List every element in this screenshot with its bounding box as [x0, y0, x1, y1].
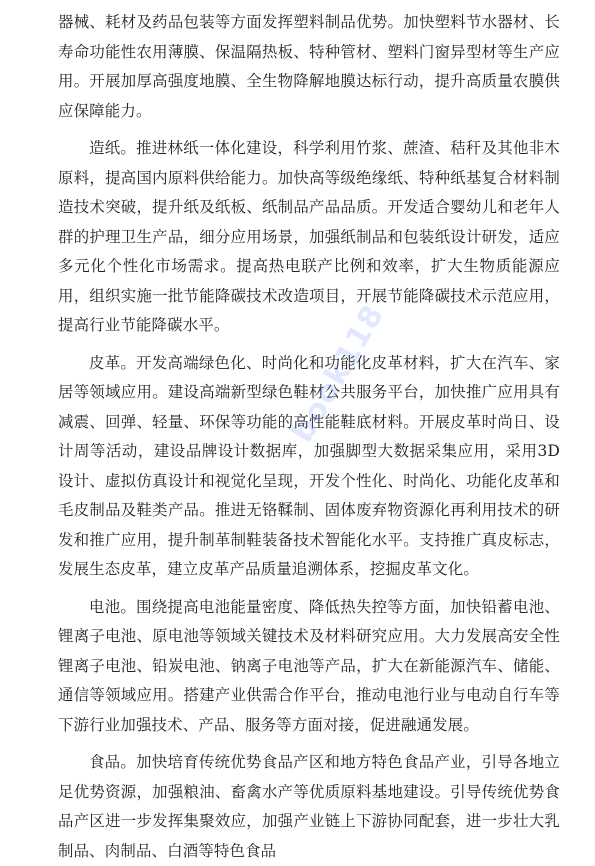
paragraph-papermaking: 造纸。推进林纸一体化建设，科学利用竹浆、蔗渣、秸秆及其他非木原料，提高国内原料供给能力。加快高等级绝缘纸、特种纸基复合材料制造技术突破，提升纸及纸板、纸制品产品品质。开发适合婴幼儿和老年人群的护理卫生产品，细分应用场景，加强纸制品和包装纸设计研发，适应多元化个性化市场需求。提高热电联产比例和效率，扩大生物质能源应用，组织实施一批节能降碳技术改造项目，开展节能降碳技术示范应用，提高行业节能降碳水平。	[58, 139, 560, 334]
watermark: book118	[284, 298, 392, 449]
paragraph-food: 食品。加快培育传统优势食品产区和地方特色食品产业，引导各地立足优势资源，加强粮油、畜禽水产等优质原料基地建设。引导传统优势食品产区进一步发挥集聚效应，加强产业链上下游协同配套，进一步壮大乳制品、肉制品、白酒等特色食品	[58, 753, 560, 860]
paragraph-leather: 皮革。开发高端绿色化、时尚化和功能化皮革材料，扩大在汽车、家居等领域应用。建设高端新型绿色鞋材公共服务平台，加快推广应用具有减震、回弹、轻量、环保等功能的高性能鞋底材料。开展皮革时尚日、设计周等活动，建设品牌设计数据库，加强脚型大数据采集应用，采用3D设计、虚拟仿真设计和视觉化呈现，开发个性化、时尚化、功能化皮革和毛皮制品及鞋类产品。推进无铬鞣制、固体废弃物资源化再利用技术的研发和推广应用，提升制革制鞋装备技术智能化水平。支持推广真皮标志，发展生态皮革，建立皮革产品质量追溯体系，挖掘皮革文化。	[58, 353, 560, 578]
document-body	[58, 8, 560, 866]
paragraph-plastics: 器械、耗材及药品包装等方面发挥塑料制品优势。加快塑料节水器材、长寿命功能性农用薄膜、保温隔热板、特种管材、塑料门窗异型材等生产应用。开展加厚高强度地膜、全生物降解地膜达标行动，提升高质量农膜供应保障能力。	[58, 13, 560, 120]
paragraph-battery: 电池。围绕提高电池能量密度、降低热失控等方面，加快铅蓄电池、锂离子电池、原电池等领域关键技术及材料研究应用。大力发展高安全性锂离子电池、铅炭电池、钠离子电池等产品，扩大在新能源汽车、储能、通信等领域应用。搭建产业供需合作平台，推动电池行业与电动自行车等下游行业加强技术、产品、服务等方面对接，促进融通发展。	[58, 597, 560, 734]
